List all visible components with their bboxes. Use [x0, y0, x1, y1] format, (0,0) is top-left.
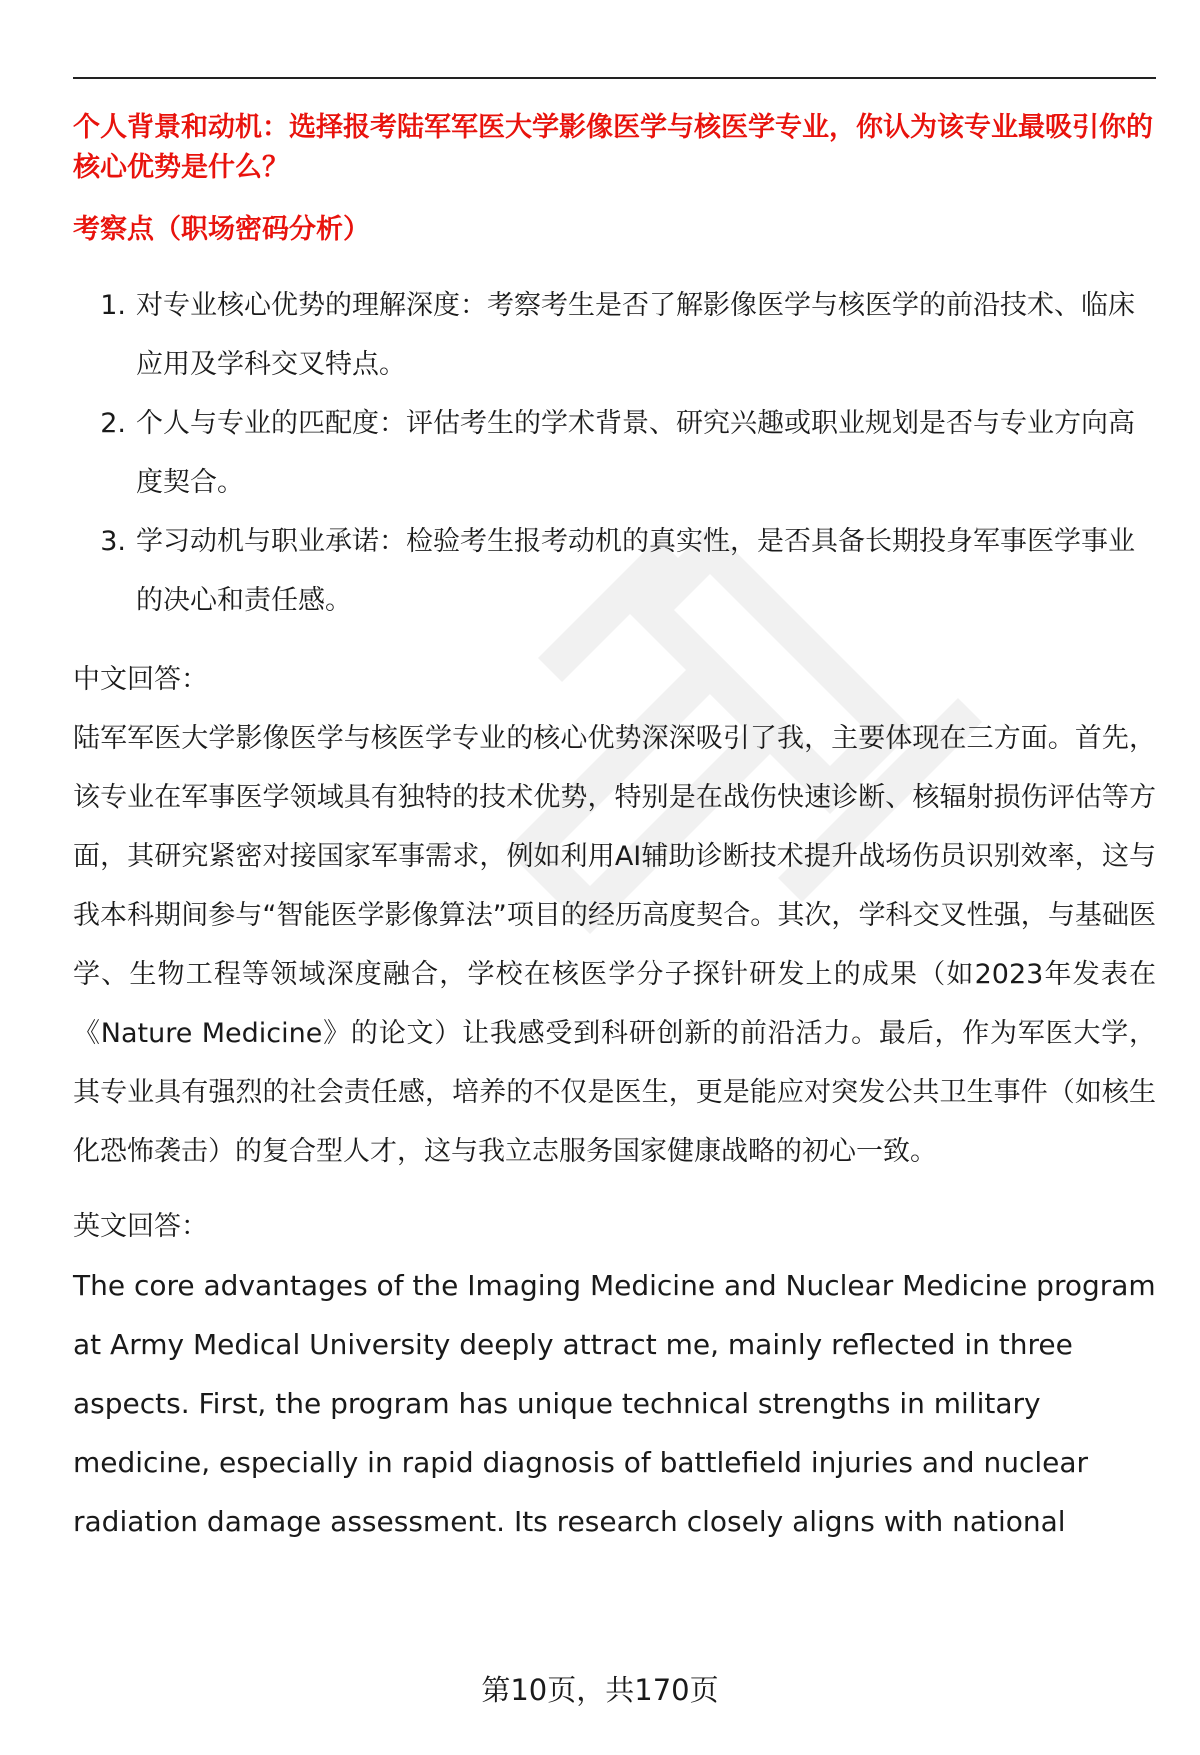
list-item-text: 对专业核心优势的理解深度：考察考生是否了解影像医学与核医学的前沿技术、临床应用及学科交叉特点。	[136, 290, 1135, 380]
list-item-number: 1.	[100, 290, 126, 321]
list-item-text: 学习动机与职业承诺：检验考生报考动机的真实性，是否具备长期投身军事医学事业的决心和责任感。	[136, 526, 1135, 616]
list-item-number: 3.	[100, 526, 126, 557]
english-answer-label: 英文回答：	[73, 1211, 208, 1242]
header-rule	[73, 77, 1156, 79]
question-heading: 个人背景和动机：选择报考陆军军医大学影像医学与核医学专业，你认为该专业最吸引你的核心优势是什么？	[73, 112, 1153, 183]
list-item-text: 个人与专业的匹配度：评估考生的学术背景、研究兴趣或职业规划是否与专业方向高度契合。	[136, 408, 1135, 498]
page-content	[73, 108, 1156, 1551]
exam-points-list	[73, 276, 1156, 630]
list-item	[73, 394, 1156, 512]
page-number: 第10页，共170页	[481, 1673, 719, 1707]
chinese-answer-label: 中文回答：	[73, 664, 208, 695]
list-item-number: 2.	[100, 408, 126, 439]
list-item	[73, 276, 1156, 394]
list-item	[73, 512, 1156, 630]
exam-points-title: 考察点（职场密码分析）	[73, 214, 370, 245]
english-answer-text: The core advantages of the Imaging Medicine and Nuclear Medicine program at Army Medical University deeply attract me, mainly reflected in three aspects. First, the program has unique technical strengths in military medicine, especially in rapid diagnosis of battlefield injuries and nuclear radiation damage assessment. Its research closely aligns with national	[73, 1269, 1156, 1538]
chinese-answer-text: 陆军军医大学影像医学与核医学专业的核心优势深深吸引了我，主要体现在三方面。首先，该专业在军事医学领域具有独特的技术优势，特别是在战伤快速诊断、核辐射损伤评估等方面，其研究紧密对接国家军事需求，例如利用AI辅助诊断技术提升战场伤员识别效率，这与我本科期间参与“智能医学影像算法”项目的经历高度契合。其次，学科交叉性强，与基础医学、生物工程等领域深度融合，学校在核医学分子探针研发上的成果（如2023年发表在《Nature Medicine》的论文）让我感受到科研创新的前沿活力。最后，作为军医大学，其专业具有强烈的社会责任感，培养的不仅是医生，更是能应对突发公共卫生事件（如核生化恐怖袭击）的复合型人才，这与我立志服务国家健康战略的初心一致。	[73, 723, 1156, 1167]
